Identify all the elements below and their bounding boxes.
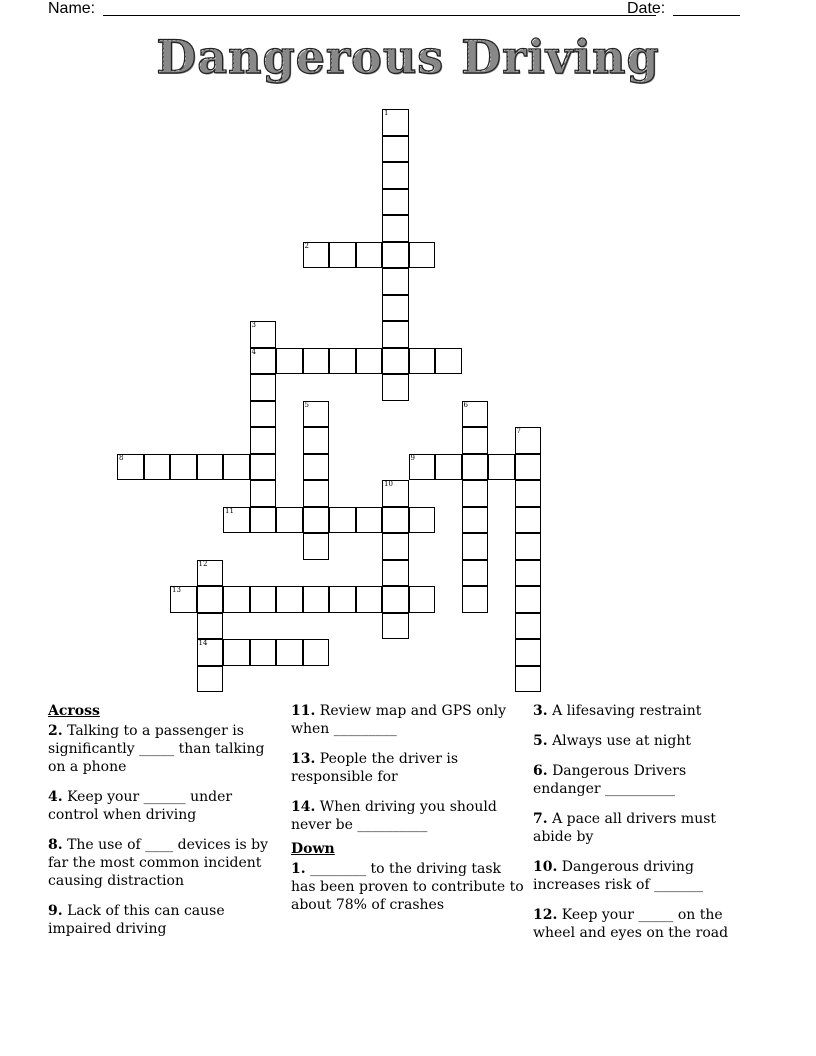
- date-label: Date:: [627, 0, 666, 17]
- grid-cell[interactable]: [223, 454, 250, 481]
- grid-cell[interactable]: [276, 586, 303, 613]
- grid-cell[interactable]: [515, 666, 542, 693]
- grid-cell[interactable]: [382, 586, 409, 613]
- grid-cell[interactable]: [170, 586, 197, 613]
- grid-cell[interactable]: [197, 613, 224, 640]
- grid-cell[interactable]: [250, 639, 277, 666]
- clue-across-8: 8. The use of ____ devices is by far the most common incident causing distraction: [48, 837, 268, 889]
- clue-down-5: 5. Always use at night: [533, 733, 691, 749]
- grid-cell[interactable]: [303, 427, 330, 454]
- grid-cell[interactable]: [382, 295, 409, 322]
- grid-cell[interactable]: [515, 586, 542, 613]
- down-heading: Down: [291, 841, 335, 857]
- grid-cell[interactable]: [462, 533, 489, 560]
- grid-cell[interactable]: [409, 454, 436, 481]
- grid-cell[interactable]: [197, 666, 224, 693]
- cell-number: 1: [384, 109, 389, 117]
- grid-cell[interactable]: [223, 507, 250, 534]
- grid-cell[interactable]: [329, 586, 356, 613]
- grid-cell[interactable]: [356, 348, 383, 375]
- cell-number: 4: [251, 347, 256, 356]
- page-title-text: Dangerous Driving: [156, 30, 660, 84]
- grid-cell[interactable]: [223, 639, 250, 666]
- cell-number: 13: [172, 586, 181, 594]
- grid-cell[interactable]: [276, 507, 303, 534]
- grid-cell[interactable]: [382, 189, 409, 216]
- grid-cell[interactable]: [515, 454, 542, 481]
- clues-column-3: [533, 702, 753, 954]
- grid-cell[interactable]: [435, 348, 462, 375]
- cell-number: 9: [410, 453, 415, 462]
- grid-cell[interactable]: [462, 560, 489, 587]
- clue-across-11: 11. Review map and GPS only when _________: [291, 703, 507, 737]
- grid-cell[interactable]: [250, 586, 277, 613]
- grid-cell[interactable]: [223, 586, 250, 613]
- grid-cell[interactable]: [276, 348, 303, 375]
- clues-column-2: [291, 702, 527, 926]
- grid-cell[interactable]: [462, 454, 489, 481]
- grid-cell[interactable]: [435, 454, 462, 481]
- cell-number: 12: [198, 559, 208, 568]
- grid-cell[interactable]: [382, 374, 409, 401]
- grid-cell[interactable]: [409, 242, 436, 269]
- grid-cell[interactable]: [382, 533, 409, 560]
- grid-cell[interactable]: [409, 507, 436, 534]
- grid-cell[interactable]: [382, 348, 409, 375]
- grid-cell[interactable]: [250, 348, 277, 375]
- cell-number: 14: [198, 639, 208, 647]
- grid-cell[interactable]: [462, 507, 489, 534]
- grid-cell[interactable]: [382, 136, 409, 163]
- grid-cell[interactable]: [303, 507, 330, 534]
- grid-cell[interactable]: [462, 586, 489, 613]
- grid-cell[interactable]: [303, 401, 330, 428]
- across-heading: Across: [48, 703, 100, 719]
- clue-down-7: 7. A pace all drivers must abide by: [533, 811, 717, 845]
- cell-number: 11: [225, 506, 234, 515]
- grid-cell[interactable]: [515, 507, 542, 534]
- grid-cell[interactable]: [356, 586, 383, 613]
- grid-cell[interactable]: [329, 507, 356, 534]
- grid-cell[interactable]: [462, 427, 489, 454]
- grid-cell[interactable]: [144, 454, 171, 481]
- clue-down-12: 12. Keep your _____ on the wheel and eyes on the road: [533, 907, 729, 941]
- clues-column-1: [48, 702, 284, 950]
- grid-cell[interactable]: [303, 639, 330, 666]
- grid-cell[interactable]: [250, 321, 277, 348]
- grid-cell[interactable]: [250, 454, 277, 481]
- grid-cell[interactable]: [515, 533, 542, 560]
- grid-cell[interactable]: [382, 109, 409, 136]
- grid-cell[interactable]: [382, 480, 409, 507]
- grid-cell[interactable]: [197, 586, 224, 613]
- grid-cell[interactable]: [170, 454, 197, 481]
- grid-cell[interactable]: [515, 560, 542, 587]
- grid-cell[interactable]: [488, 454, 515, 481]
- grid-cell[interactable]: [250, 427, 277, 454]
- grid-cell[interactable]: [303, 586, 330, 613]
- grid-cell[interactable]: [382, 215, 409, 242]
- grid-cell[interactable]: [303, 348, 330, 375]
- cell-number: 3: [251, 321, 256, 329]
- grid-cell[interactable]: [197, 560, 224, 587]
- clue-across-9: 9. Lack of this can cause impaired driving: [48, 903, 225, 937]
- clue-down-10: 10. Dangerous driving increases risk of _______: [533, 859, 704, 893]
- clue-across-14: 14. When driving you should never be __________: [291, 799, 497, 833]
- cell-number: 10: [384, 480, 393, 488]
- grid-cell[interactable]: [382, 242, 409, 269]
- clue-across-4: 4. Keep your ______ under control when driving: [48, 789, 233, 823]
- grid-cell[interactable]: [303, 454, 330, 481]
- cell-number: 7: [516, 427, 521, 435]
- clue-down-6: 6. Dangerous Drivers endanger __________: [533, 763, 687, 797]
- grid-cell[interactable]: [250, 374, 277, 401]
- grid-cell[interactable]: [515, 480, 542, 507]
- grid-cell[interactable]: [356, 242, 383, 269]
- grid-cell[interactable]: [515, 427, 542, 454]
- grid-cell[interactable]: [197, 639, 224, 666]
- grid-cell[interactable]: [303, 533, 330, 560]
- grid-cell[interactable]: [303, 242, 330, 269]
- cell-number: 6: [463, 400, 468, 409]
- clue-across-13: 13. People the driver is responsible for: [291, 751, 458, 785]
- grid-cell[interactable]: [303, 480, 330, 507]
- grid-cell[interactable]: [250, 480, 277, 507]
- grid-cell[interactable]: [117, 454, 144, 481]
- clue-across-2: 2. Talking to a passenger is significantly _____ than talking on a phone: [48, 723, 265, 775]
- grid-cell[interactable]: [515, 639, 542, 666]
- grid-cell[interactable]: [462, 401, 489, 428]
- grid-cell[interactable]: [382, 507, 409, 534]
- grid-cell[interactable]: [329, 242, 356, 269]
- cell-number: 5: [304, 400, 309, 409]
- grid-cell[interactable]: [409, 348, 436, 375]
- grid-cell[interactable]: [382, 613, 409, 640]
- grid-cell[interactable]: [382, 321, 409, 348]
- name-label: Name:: [48, 0, 96, 17]
- cell-number: 2: [304, 241, 309, 250]
- grid-cell[interactable]: [382, 268, 409, 295]
- grid-cell[interactable]: [276, 639, 303, 666]
- grid-cell[interactable]: [409, 586, 436, 613]
- grid-cell[interactable]: [462, 480, 489, 507]
- clue-down-3: 3. A lifesaving restraint: [533, 703, 702, 719]
- cell-number: 8: [119, 453, 124, 462]
- grid-cell[interactable]: [250, 507, 277, 534]
- grid-cell[interactable]: [329, 348, 356, 375]
- grid-cell[interactable]: [382, 560, 409, 587]
- grid-cell[interactable]: [382, 162, 409, 189]
- grid-cell[interactable]: [197, 454, 224, 481]
- grid-cell[interactable]: [356, 507, 383, 534]
- clue-down-1: 1. ________ to the driving task has been proven to contribute to about 78% of crashes: [291, 861, 524, 913]
- grid-cell[interactable]: [515, 613, 542, 640]
- grid-cell[interactable]: [250, 401, 277, 428]
